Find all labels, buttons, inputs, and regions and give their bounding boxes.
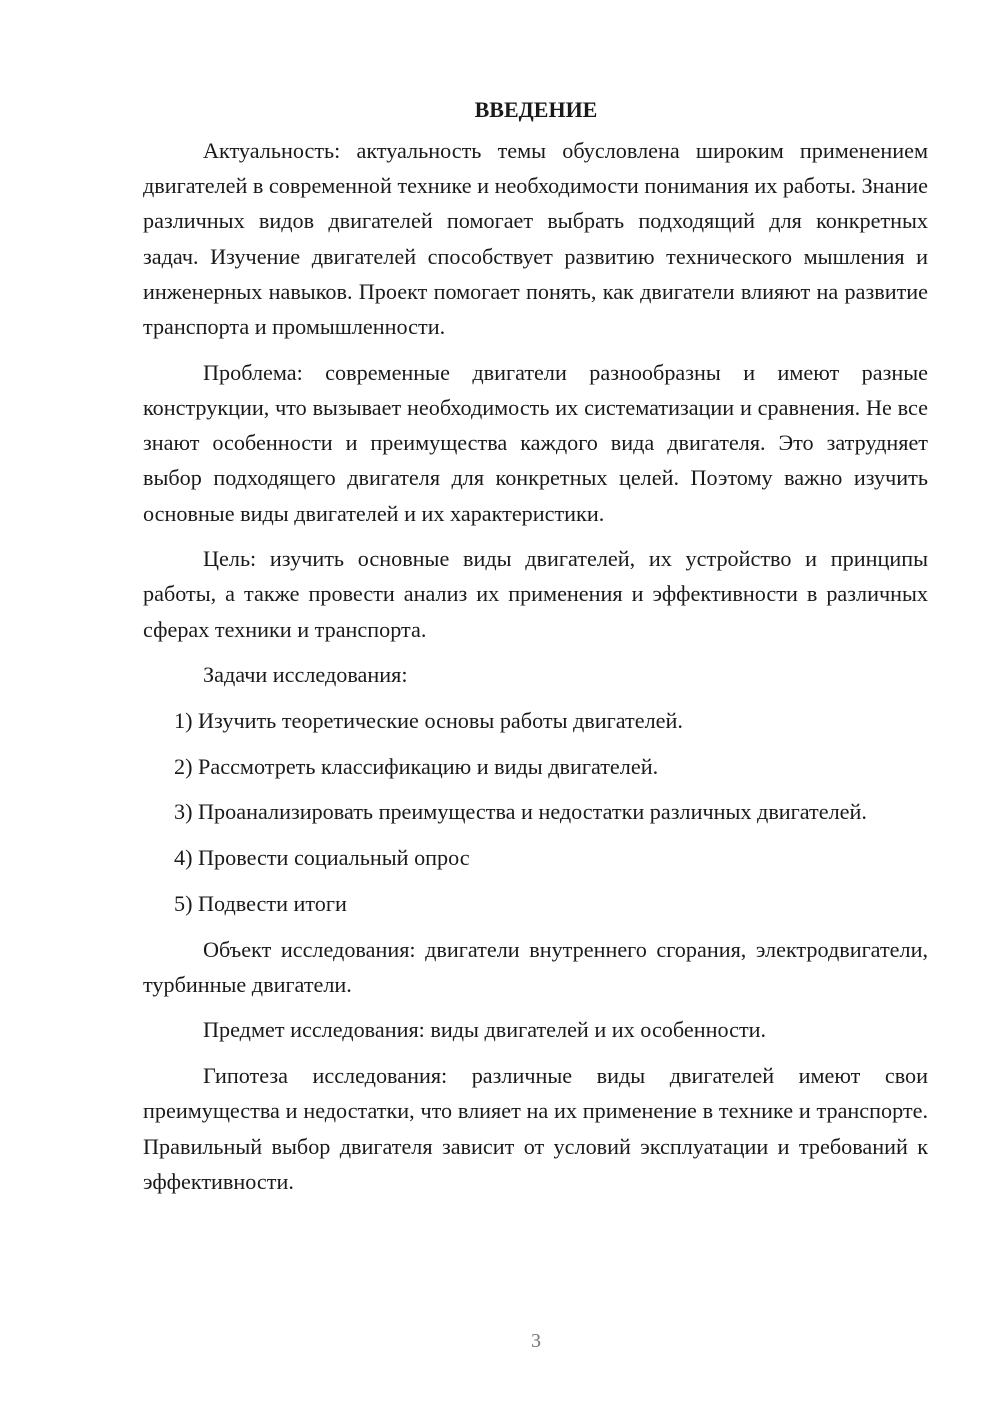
document-page (143, 92, 928, 1209)
relevance-paragraph: Актуальность: актуальность темы обусловлена широким применением двигателей в современной технике и необходимости понимания их работы. Знание различных видов двигателей помогает выбрать подходящий для конкретных задач. Изучение двигателей способствует развитию технического мышления и инженерных навыков. Проект помогает понять, как двигатели влияют на развитие транспорта и промышленности. (143, 138, 928, 340)
page-number: 3 (531, 1330, 541, 1352)
goal-paragraph: Цель: изучить основные виды двигателей, их устройство и принципы работы, а также провести анализ их применения и эффективности в различных сферах техники и транспорта. (143, 546, 928, 642)
subject-paragraph: Предмет исследования: виды двигателей и их особенности. (203, 1017, 767, 1043)
task-item: 1) Изучить теоретические основы работы двигателей. (174, 708, 683, 734)
problem-paragraph: Проблема: современные двигатели разнообразны и имеют разные конструкции, что вызывает необходимость их систематизации и сравнения. Не все знают особенности и преимущества каждого вида двигателя. Это затрудняет выбор подходящего двигателя для конкретных целей. Поэтому важно изучить основные виды двигателей и их характеристики. (143, 359, 928, 526)
section-heading: ВВЕДЕНИЕ (474, 97, 598, 122)
hypothesis-paragraph: Гипотеза исследования: различные виды двигателей имеют свои преимущества и недостатки, что влияет на их применение в технике и транспорте. Правильный выбор двигателя зависит от условий эксплуатации и требований к эффективности. (143, 1063, 928, 1194)
task-item: 3) Проанализировать преимущества и недостатки различных двигателей. (174, 799, 867, 825)
object-paragraph: Объект исследования: двигатели внутреннего сгорания, электродвигатели, турбинные двигатели. (143, 936, 928, 997)
tasks-title: Задачи исследования: (203, 662, 408, 688)
task-item: 4) Провести социальный опрос (174, 845, 470, 871)
task-item: 5) Подвести итоги (174, 890, 347, 916)
task-item: 2) Рассмотреть классификацию и виды двигателей. (174, 753, 659, 779)
